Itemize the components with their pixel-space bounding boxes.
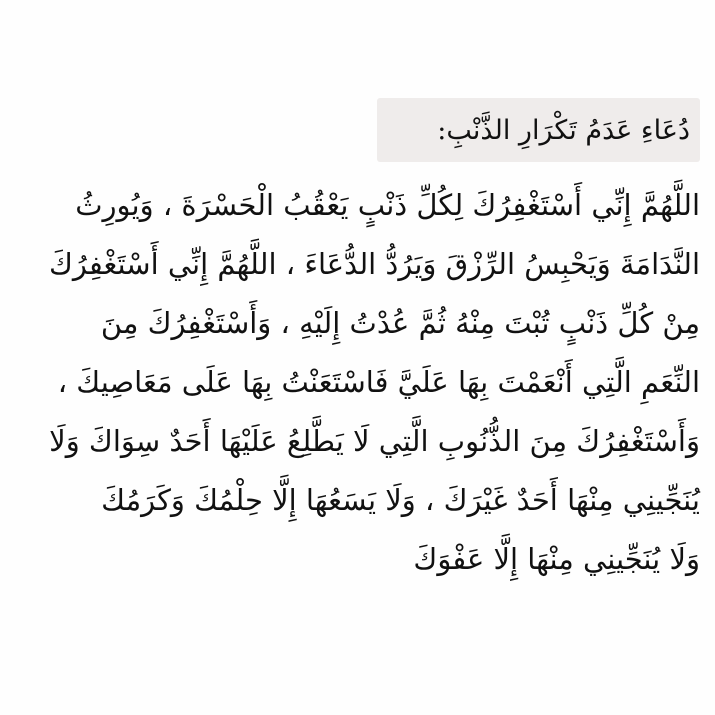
dua-line-3: مِنْ كُلِّ ذَنْبٍ تُبْتَ مِنْهُ ثُمَّ عُدْتُ إِلَيْهِ ، وَأَسْتَغْفِرُكَ مِنَ <box>100 306 700 340</box>
dua-line-2: النَّدَامَةَ وَيَحْبِسُ الرِّزْقَ وَيَرُدُّ الدُّعَاءَ ، اللَّهُمَّ إِنِّي أَسْتَغْفِرُكَ <box>48 247 700 281</box>
dua-body <box>14 176 700 589</box>
dua-line-4: النِّعَمِ الَّتِي أَنْعَمْتَ بِهَا عَلَيَّ فَاسْتَعَنْتُ بِهَا عَلَى مَعَاصِيكَ ، <box>57 365 700 399</box>
dua-line-7: وَلَا يُنَجِّينِي مِنْهَا إِلَّا عَفْوَكَ <box>413 542 700 576</box>
title-highlight <box>377 98 700 162</box>
dua-line-6: يُنَجِّينِي مِنْهَا أَحَدٌ غَيْرَكَ ، وَلَا يَسَعُهَا إِلَّا حِلْمُكَ وَكَرَمُكَ <box>101 483 700 517</box>
dua-line-1: اللَّهُمَّ إِنِّي أَسْتَغْفِرُكَ لِكُلِّ ذَنْبٍ يَعْقُبُ الْحَسْرَةَ ، وَيُورِثُ <box>75 188 700 222</box>
dua-line-5: وَأَسْتَغْفِرُكَ مِنَ الذُّنُوبِ الَّتِي لَا يَطَّلِعُ عَلَيْهَا أَحَدٌ سِوَاكَ وَلَا <box>49 424 700 458</box>
dua-title: دُعَاءِ عَدَمُ تَكْرَارِ الذَّنْبِ: <box>437 114 690 146</box>
